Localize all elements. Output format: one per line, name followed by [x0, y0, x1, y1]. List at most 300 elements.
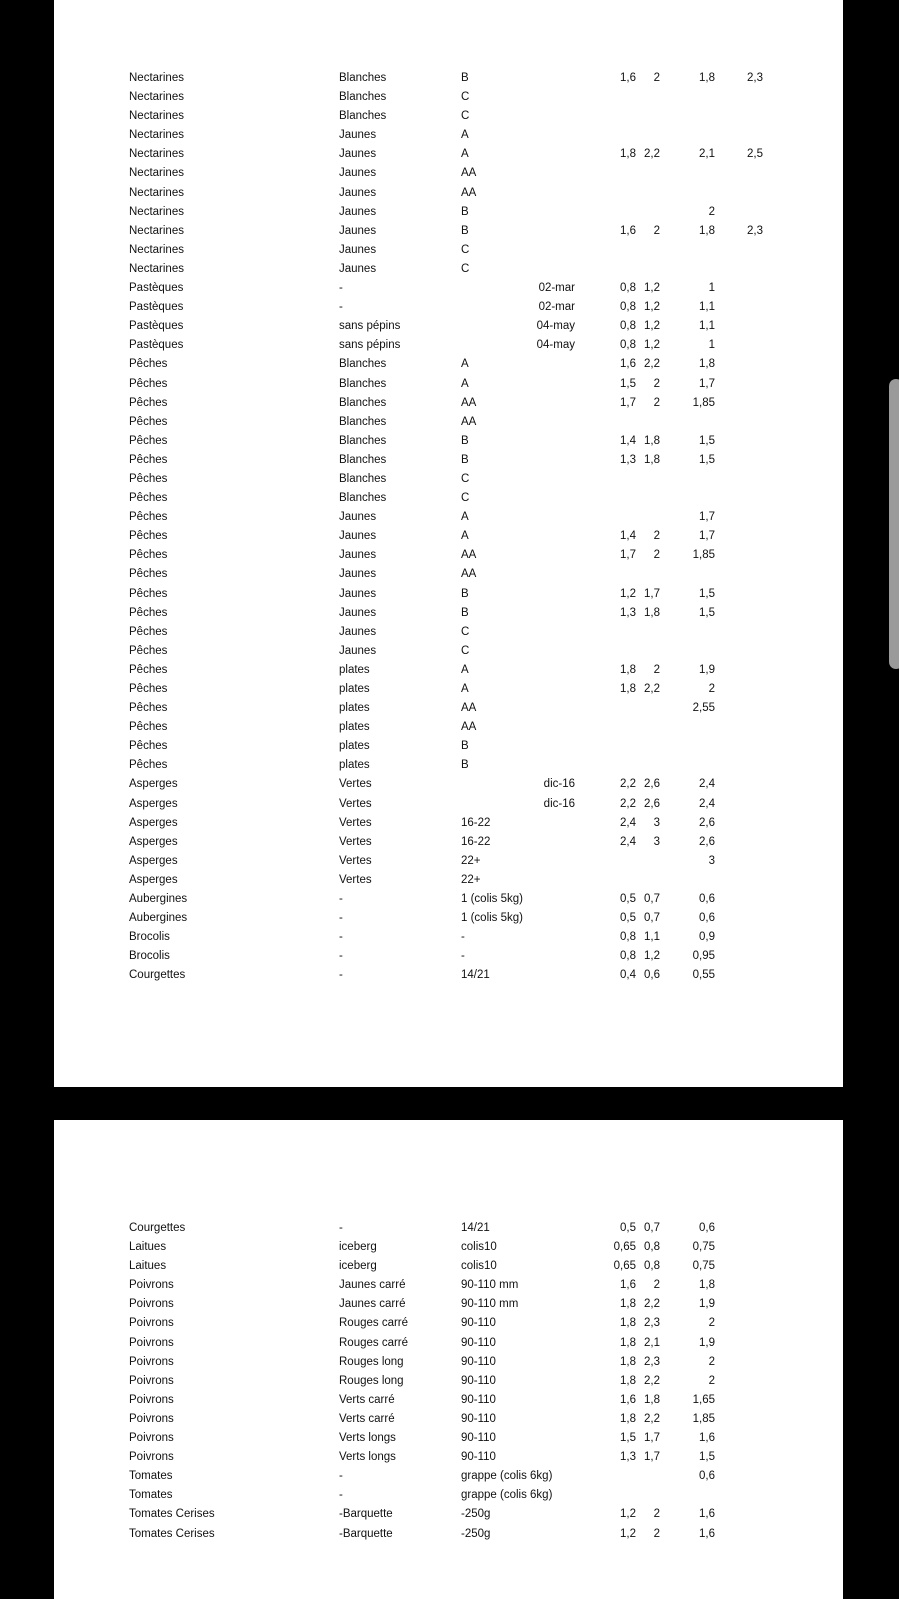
variety-cell: Blanches: [339, 434, 387, 447]
variety-cell: Jaunes: [339, 549, 377, 562]
variety-cell: Jaunes: [339, 644, 377, 657]
price-min-cell: 1,2: [620, 1527, 636, 1540]
product-name-cell: Courgettes: [129, 1222, 186, 1234]
price-avg-cell: 1,7: [699, 377, 715, 390]
caliber-grade-cell: C: [461, 625, 470, 638]
caliber-grade-cell: grappe (colis 6kg): [461, 1470, 553, 1483]
price-avg-cell: 2,4: [699, 797, 715, 810]
product-name-cell: Poivrons: [129, 1412, 174, 1425]
caliber-grade-cell: 90-110: [461, 1412, 496, 1425]
product-name-cell: Nectarines: [129, 91, 184, 104]
variety-cell: Rouges long: [339, 1374, 404, 1387]
table-row: [54, 756, 843, 775]
table-row: [54, 795, 843, 814]
variety-cell: Jaunes: [339, 511, 377, 524]
variety-cell: plates: [339, 683, 370, 695]
date-cell: 04-may: [536, 339, 575, 352]
caliber-grade-cell: colis10: [461, 1241, 497, 1254]
price-avg-cell: 1,7: [699, 511, 715, 524]
variety-cell: Vertes: [339, 873, 372, 886]
price-avg-cell: 2: [708, 205, 715, 218]
variety-cell: Blanches: [339, 472, 387, 485]
variety-cell: Verts carré: [339, 1393, 395, 1406]
price-avg-cell: 2: [708, 1374, 715, 1387]
variety-cell: sans pépins: [339, 339, 401, 352]
price-min-cell: 1,6: [620, 72, 636, 84]
price-max-cell: 0,6: [644, 969, 660, 982]
scrollbar-handle[interactable]: [889, 379, 899, 669]
table-row: [54, 1295, 843, 1314]
variety-cell: Blanches: [339, 492, 387, 505]
caliber-grade-cell: 90-110: [461, 1451, 496, 1464]
product-name-cell: Pêches: [129, 759, 168, 772]
caliber-grade-cell: A: [461, 358, 469, 371]
table-row: [54, 69, 843, 88]
product-name-cell: Pêches: [129, 606, 168, 619]
variety-cell: plates: [339, 721, 370, 734]
table-row: [54, 775, 843, 794]
price-max-cell: 1,8: [644, 453, 660, 466]
price-max-cell: 2: [653, 72, 660, 84]
variety-cell: Blanches: [339, 110, 387, 123]
product-name-cell: Poivrons: [129, 1393, 174, 1406]
price-avg-cell: 0,9: [699, 931, 715, 944]
price-avg-cell: 2,6: [699, 835, 715, 848]
price-avg-cell: 1,8: [699, 72, 715, 84]
table-row: [54, 203, 843, 222]
table-row: [54, 699, 843, 718]
price-min-cell: 0,65: [613, 1241, 636, 1254]
table-row: [54, 1238, 843, 1257]
document-page-2: [54, 1120, 843, 1599]
price-avg-cell: 1,1: [699, 320, 715, 333]
table-row: [54, 1334, 843, 1353]
table-row: [54, 565, 843, 584]
caliber-grade-cell: 14/21: [461, 969, 490, 982]
caliber-grade-cell: AA: [461, 167, 477, 180]
variety-cell: Rouges carré: [339, 1317, 409, 1330]
price-avg-cell: 3: [708, 854, 715, 867]
caliber-grade-cell: 90-110: [461, 1393, 496, 1406]
caliber-grade-cell: A: [461, 530, 469, 543]
price-avg-cell: 1,5: [699, 1451, 715, 1464]
variety-cell: Blanches: [339, 396, 387, 409]
caliber-grade-cell: 16-22: [461, 816, 491, 829]
table-row: [54, 1372, 843, 1391]
price-min-cell: 1,8: [620, 1355, 636, 1368]
variety-cell: Vertes: [339, 854, 372, 867]
price-avg-cell: 0,6: [699, 912, 715, 925]
table-row: [54, 1525, 843, 1544]
product-name-cell: Pêches: [129, 702, 168, 715]
product-name-cell: Tomates Cerises: [129, 1527, 215, 1540]
table-row: [54, 336, 843, 355]
product-name-cell: Tomates: [129, 1470, 173, 1483]
caliber-grade-cell: 90-110: [461, 1317, 496, 1330]
price-avg-cell: 1,9: [699, 663, 715, 676]
price-max-cell: 2,3: [644, 1355, 660, 1368]
variety-cell: plates: [339, 702, 370, 715]
price-max-cell: 2,2: [644, 148, 660, 161]
caliber-grade-cell: A: [461, 511, 469, 524]
caliber-grade-cell: -250g: [461, 1527, 491, 1540]
price-min-cell: 1,2: [620, 587, 636, 600]
caliber-grade-cell: 90-110: [461, 1336, 496, 1349]
price-extra-cell: 2,3: [747, 224, 763, 237]
product-name-cell: Pêches: [129, 683, 168, 695]
caliber-grade-cell: 90-110: [461, 1355, 496, 1368]
variety-cell: iceberg: [339, 1241, 377, 1254]
price-max-cell: 2: [653, 530, 660, 543]
variety-cell: Vertes: [339, 835, 372, 848]
variety-cell: Jaunes: [339, 224, 377, 237]
price-extra-cell: 2,3: [747, 72, 763, 84]
table-row: [54, 1257, 843, 1276]
price-max-cell: 1,7: [644, 1432, 660, 1445]
product-name-cell: Nectarines: [129, 72, 184, 84]
table-row: [54, 88, 843, 107]
variety-cell: Jaunes: [339, 205, 377, 218]
variety-cell: sans pépins: [339, 320, 401, 333]
variety-cell: Jaunes carré: [339, 1279, 406, 1292]
table-row: [54, 1219, 843, 1238]
price-max-cell: 2,2: [644, 1374, 660, 1387]
price-max-cell: 2: [653, 1508, 660, 1521]
table-row: [54, 890, 843, 909]
table-row: [54, 604, 843, 623]
table-row: [54, 737, 843, 756]
caliber-grade-cell: -: [461, 931, 465, 944]
price-min-cell: 0,5: [620, 893, 636, 906]
price-avg-cell: 1: [708, 339, 715, 352]
variety-cell: plates: [339, 759, 370, 772]
table-row: [54, 470, 843, 489]
table-row: [54, 279, 843, 298]
price-max-cell: 2,2: [644, 358, 660, 371]
product-name-cell: Pastèques: [129, 339, 184, 352]
price-avg-cell: 1,5: [699, 587, 715, 600]
price-avg-cell: 1: [708, 282, 715, 295]
product-name-cell: Poivrons: [129, 1336, 174, 1349]
price-max-cell: 0,7: [644, 912, 660, 925]
price-avg-cell: 1,9: [699, 1336, 715, 1349]
table-row: [54, 1276, 843, 1295]
price-max-cell: 1,8: [644, 434, 660, 447]
table-row: [54, 1314, 843, 1333]
price-avg-cell: 2: [708, 1317, 715, 1330]
price-avg-cell: 1,5: [699, 606, 715, 619]
product-name-cell: Nectarines: [129, 262, 184, 275]
caliber-grade-cell: AA: [461, 721, 477, 734]
date-cell: dic-16: [543, 778, 575, 791]
price-avg-cell: 1,5: [699, 434, 715, 447]
price-min-cell: 0,65: [613, 1260, 636, 1273]
variety-cell: -: [339, 1470, 343, 1483]
caliber-grade-cell: 16-22: [461, 835, 491, 848]
variety-cell: Vertes: [339, 778, 372, 791]
price-min-cell: 1,8: [620, 663, 636, 676]
variety-cell: Jaunes: [339, 186, 377, 199]
price-avg-cell: 0,6: [699, 1222, 715, 1234]
table-row: [54, 642, 843, 661]
product-name-cell: Pêches: [129, 358, 168, 371]
date-cell: 02-mar: [538, 282, 575, 295]
product-name-cell: Pêches: [129, 453, 168, 466]
product-name-cell: Tomates: [129, 1489, 173, 1502]
price-avg-cell: 0,6: [699, 893, 715, 906]
price-min-cell: 0,8: [620, 282, 636, 295]
product-name-cell: Laitues: [129, 1241, 167, 1254]
price-max-cell: 2: [653, 224, 660, 237]
price-min-cell: 2,4: [620, 835, 636, 848]
product-name-cell: Asperges: [129, 797, 178, 810]
caliber-grade-cell: C: [461, 91, 470, 104]
variety-cell: Jaunes: [339, 262, 377, 275]
price-max-cell: 1,2: [644, 320, 660, 333]
product-name-cell: Nectarines: [129, 205, 184, 218]
price-max-cell: 1,2: [644, 950, 660, 963]
product-name-cell: Nectarines: [129, 243, 184, 256]
product-name-cell: Tomates Cerises: [129, 1508, 215, 1521]
price-min-cell: 1,7: [620, 396, 636, 409]
caliber-grade-cell: AA: [461, 549, 477, 562]
table-row: [54, 451, 843, 470]
table-row: [54, 413, 843, 432]
price-max-cell: 1,7: [644, 1451, 660, 1464]
variety-cell: -: [339, 893, 343, 906]
price-avg-cell: 1,85: [692, 396, 715, 409]
price-max-cell: 2,3: [644, 1317, 660, 1330]
table-row: [54, 508, 843, 527]
caliber-grade-cell: -: [461, 950, 465, 963]
variety-cell: Verts longs: [339, 1432, 396, 1445]
table-row: [54, 1353, 843, 1372]
table-row: [54, 126, 843, 145]
table-row: [54, 489, 843, 508]
price-max-cell: 2: [653, 549, 660, 562]
variety-cell: Vertes: [339, 816, 372, 829]
caliber-grade-cell: colis10: [461, 1260, 497, 1273]
price-max-cell: 1,8: [644, 606, 660, 619]
price-max-cell: 3: [653, 835, 660, 848]
table-row: [54, 394, 843, 413]
price-min-cell: 1,8: [620, 1412, 636, 1425]
price-max-cell: 0,7: [644, 893, 660, 906]
price-max-cell: 2: [653, 377, 660, 390]
variety-cell: Jaunes: [339, 148, 377, 161]
variety-cell: Blanches: [339, 72, 387, 84]
caliber-grade-cell: 22+: [461, 873, 481, 886]
price-max-cell: 0,7: [644, 1222, 660, 1234]
product-name-cell: Poivrons: [129, 1279, 174, 1292]
table-row: [54, 966, 843, 985]
caliber-grade-cell: B: [461, 587, 469, 600]
caliber-grade-cell: 90-110: [461, 1432, 496, 1445]
price-min-cell: 1,6: [620, 1279, 636, 1292]
caliber-grade-cell: C: [461, 243, 470, 256]
price-avg-cell: 0,55: [692, 969, 715, 982]
table-row: [54, 1486, 843, 1505]
variety-cell: Verts longs: [339, 1451, 396, 1464]
price-avg-cell: 1,6: [699, 1432, 715, 1445]
price-avg-cell: 2,6: [699, 816, 715, 829]
caliber-grade-cell: -250g: [461, 1508, 491, 1521]
product-name-cell: Pêches: [129, 625, 168, 638]
product-name-cell: Courgettes: [129, 969, 186, 982]
price-min-cell: 0,5: [620, 1222, 636, 1234]
price-min-cell: 1,8: [620, 148, 636, 161]
price-min-cell: 0,5: [620, 912, 636, 925]
caliber-grade-cell: B: [461, 606, 469, 619]
caliber-grade-cell: A: [461, 683, 469, 695]
date-cell: dic-16: [543, 797, 575, 810]
price-avg-cell: 0,6: [699, 1470, 715, 1483]
price-avg-cell: 1,8: [699, 1279, 715, 1292]
variety-cell: plates: [339, 740, 370, 753]
variety-cell: -: [339, 950, 343, 963]
price-min-cell: 2,2: [620, 797, 636, 810]
variety-cell: Vertes: [339, 797, 372, 810]
price-avg-cell: 1,8: [699, 224, 715, 237]
price-min-cell: 0,8: [620, 931, 636, 944]
table-row: [54, 432, 843, 451]
table-row: [54, 871, 843, 890]
caliber-grade-cell: C: [461, 644, 470, 657]
table-row: [54, 814, 843, 833]
table-row: [54, 164, 843, 183]
caliber-grade-cell: C: [461, 262, 470, 275]
variety-cell: -Barquette: [339, 1527, 393, 1540]
product-name-cell: Pastèques: [129, 320, 184, 333]
price-avg-cell: 1,7: [699, 530, 715, 543]
price-max-cell: 1,2: [644, 339, 660, 352]
table-row: [54, 680, 843, 699]
price-max-cell: 1,7: [644, 587, 660, 600]
variety-cell: Blanches: [339, 358, 387, 371]
product-name-cell: Pêches: [129, 396, 168, 409]
price-max-cell: 2: [653, 663, 660, 676]
table-row: [54, 241, 843, 260]
table-row: [54, 527, 843, 546]
caliber-grade-cell: AA: [461, 396, 477, 409]
product-name-cell: Nectarines: [129, 110, 184, 123]
price-min-cell: 1,6: [620, 224, 636, 237]
product-name-cell: Pêches: [129, 434, 168, 447]
caliber-grade-cell: AA: [461, 186, 477, 199]
product-name-cell: Poivrons: [129, 1432, 174, 1445]
price-min-cell: 1,3: [620, 453, 636, 466]
caliber-grade-cell: A: [461, 148, 469, 161]
caliber-grade-cell: C: [461, 110, 470, 123]
price-max-cell: 1,2: [644, 282, 660, 295]
product-name-cell: Asperges: [129, 778, 178, 791]
price-min-cell: 1,5: [620, 377, 636, 390]
caliber-grade-cell: AA: [461, 415, 477, 428]
price-avg-cell: 0,75: [692, 1260, 715, 1273]
price-max-cell: 2,6: [644, 778, 660, 791]
price-min-cell: 0,8: [620, 339, 636, 352]
price-max-cell: 1,8: [644, 1393, 660, 1406]
table-row: [54, 928, 843, 947]
product-name-cell: Poivrons: [129, 1374, 174, 1387]
price-avg-cell: 1,9: [699, 1298, 715, 1311]
caliber-grade-cell: B: [461, 759, 469, 772]
table-row: [54, 355, 843, 374]
table-row: [54, 585, 843, 604]
table-row: [54, 145, 843, 164]
caliber-grade-cell: B: [461, 453, 469, 466]
caliber-grade-cell: 1 (colis 5kg): [461, 893, 523, 906]
product-name-cell: Aubergines: [129, 893, 188, 906]
price-avg-cell: 1,85: [692, 1412, 715, 1425]
price-min-cell: 1,6: [620, 1393, 636, 1406]
price-avg-cell: 0,75: [692, 1241, 715, 1254]
product-name-cell: Poivrons: [129, 1451, 174, 1464]
caliber-grade-cell: grappe (colis 6kg): [461, 1489, 553, 1502]
price-min-cell: 1,8: [620, 1317, 636, 1330]
table-row: [54, 260, 843, 279]
price-min-cell: 0,8: [620, 320, 636, 333]
price-min-cell: 2,4: [620, 816, 636, 829]
variety-cell: -: [339, 931, 343, 944]
product-name-cell: Asperges: [129, 835, 178, 848]
price-min-cell: 2,2: [620, 778, 636, 791]
product-name-cell: Pastèques: [129, 301, 184, 314]
price-min-cell: 1,8: [620, 1336, 636, 1349]
product-name-cell: Nectarines: [129, 167, 184, 180]
price-avg-cell: 2: [708, 683, 715, 695]
price-avg-cell: 2,1: [699, 148, 715, 161]
price-min-cell: 1,8: [620, 1374, 636, 1387]
product-name-cell: Pêches: [129, 663, 168, 676]
table-row: [54, 718, 843, 737]
price-min-cell: 1,4: [620, 530, 636, 543]
product-name-cell: Pêches: [129, 492, 168, 505]
table-row: [54, 317, 843, 336]
price-max-cell: 2: [653, 1527, 660, 1540]
caliber-grade-cell: 90-110: [461, 1374, 496, 1387]
variety-cell: Blanches: [339, 377, 387, 390]
price-max-cell: 1,1: [644, 931, 660, 944]
price-min-cell: 1,5: [620, 1432, 636, 1445]
price-max-cell: 1,2: [644, 301, 660, 314]
product-name-cell: Pêches: [129, 472, 168, 485]
variety-cell: Rouges carré: [339, 1336, 409, 1349]
variety-cell: -: [339, 1489, 343, 1502]
caliber-grade-cell: B: [461, 740, 469, 753]
variety-cell: -Barquette: [339, 1508, 393, 1521]
price-avg-cell: 1,6: [699, 1527, 715, 1540]
caliber-grade-cell: 14/21: [461, 1222, 490, 1234]
price-table-page-2: [54, 1219, 843, 1544]
table-row: [54, 852, 843, 871]
variety-cell: Jaunes: [339, 129, 377, 142]
price-max-cell: 2,1: [644, 1336, 660, 1349]
product-name-cell: Nectarines: [129, 129, 184, 142]
product-name-cell: Pêches: [129, 587, 168, 600]
price-min-cell: 1,3: [620, 1451, 636, 1464]
price-min-cell: 1,4: [620, 434, 636, 447]
price-avg-cell: 1,85: [692, 549, 715, 562]
price-min-cell: 1,2: [620, 1508, 636, 1521]
variety-cell: Jaunes carré: [339, 1298, 406, 1311]
price-extra-cell: 2,5: [747, 148, 763, 161]
caliber-grade-cell: 90-110 mm: [461, 1298, 519, 1311]
product-name-cell: Nectarines: [129, 186, 184, 199]
variety-cell: Blanches: [339, 415, 387, 428]
table-row: [54, 222, 843, 241]
variety-cell: Jaunes: [339, 625, 377, 638]
